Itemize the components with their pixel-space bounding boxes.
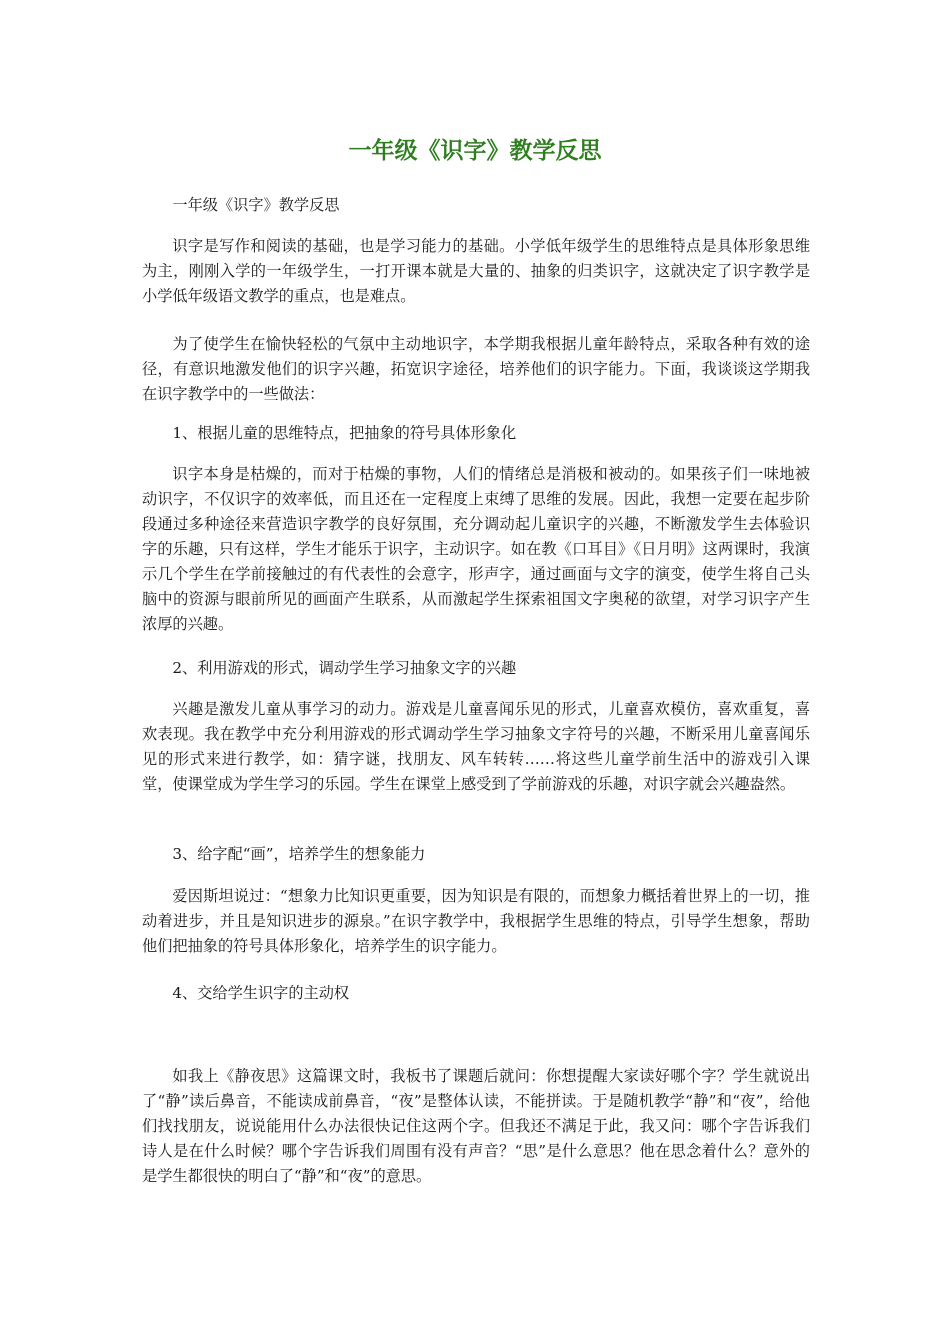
section-body-3: 爱因斯坦说过：“想象力比知识更重要，因为知识是有限的，而想象力概括着世界上的一切，推动着进步，并且是知识进步的源泉。”在识字教学中，我根据学生思维的特点，引导学生想象，帮助他们把抽象的符号具体形象化，培养学生的识字能力。	[142, 887, 810, 955]
section-heading-3: 3、给字配“画”，培养学生的想象能力	[172, 845, 426, 863]
document-title: 一年级《识字》教学反思	[348, 138, 602, 164]
document-subtitle: 一年级《识字》教学反思	[172, 196, 340, 214]
section-heading-2: 2、利用游戏的形式，调动学生学习抽象文字的兴趣	[172, 659, 517, 677]
section-body-4: 如我上《静夜思》这篇课文时，我板书了课题后就问：你想提醒大家读好哪个字？学生就说出了“静”读后鼻音，不能读成前鼻音，“夜”是整体认读，不能拼读。于是随机教学“静”和“夜”，给他们找找朋友，说说能用什么办法很快记住这两个字。但我还不满足于此，我又问：哪个字告诉我们诗人是在什么时候？哪个字告诉我们周围有没有声音？“思”是什么意思？他在思念着什么？意外的是学生都很快的明白了“静”和“夜”的意思。	[142, 1067, 810, 1185]
section-heading-4: 4、交给学生识字的主动权	[172, 984, 350, 1002]
paragraph-approach: 为了使学生在愉快轻松的气氛中主动地识字，本学期我根据儿童年龄特点，采取各种有效的途径，有意识地激发他们的识字兴趣，拓宽识字途径，培养他们的识字能力。下面，我谈谈这学期我在识字教学中的一些做法：	[142, 335, 810, 403]
section-heading-1: 1、根据儿童的思维特点，把抽象的符号具体形象化	[172, 424, 517, 442]
section-body-2: 兴趣是激发儿童从事学习的动力。游戏是儿童喜闻乐见的形式，儿童喜欢模仿，喜欢重复，喜欢表现。我在教学中充分利用游戏的形式调动学生学习抽象文字符号的兴趣，不断采用儿童喜闻乐见的形式来进行教学，如：猜字谜，找朋友、风车转转……将这些儿童学前生活中的游戏引入课堂，使课堂成为学生学习的乐园。学生在课堂上感受到了学前游戏的乐趣，对识字就会兴趣盎然。	[142, 700, 810, 793]
section-body-1: 识字本身是枯燥的，而对于枯燥的事物，人们的情绪总是消极和被动的。如果孩子们一味地被动识字，不仅识字的效率低，而且还在一定程度上束缚了思维的发展。因此，我想一定要在起步阶段通过多种途径来营造识字教学的良好氛围，充分调动起儿童识字的兴趣，不断激发学生去体验识字的乐趣，只有这样，学生才能乐于识字，主动识字。如在教《口耳目》《日月明》这两课时，我演示几个学生在学前接触过的有代表性的会意字，形声字，通过画面与文字的演变，使学生将自己头脑中的资源与眼前所见的画面产生联系，从而激起学生探索祖国文字奥秘的欲望，对学习识字产生浓厚的兴趣。	[142, 465, 810, 633]
paragraph-intro: 识字是写作和阅读的基础，也是学习能力的基础。小学低年级学生的思维特点是具体形象思维为主，刚刚入学的一年级学生，一打开课本就是大量的、抽象的归类识字，这就决定了识字教学是小学低年级语文教学的重点，也是难点。	[142, 237, 810, 305]
